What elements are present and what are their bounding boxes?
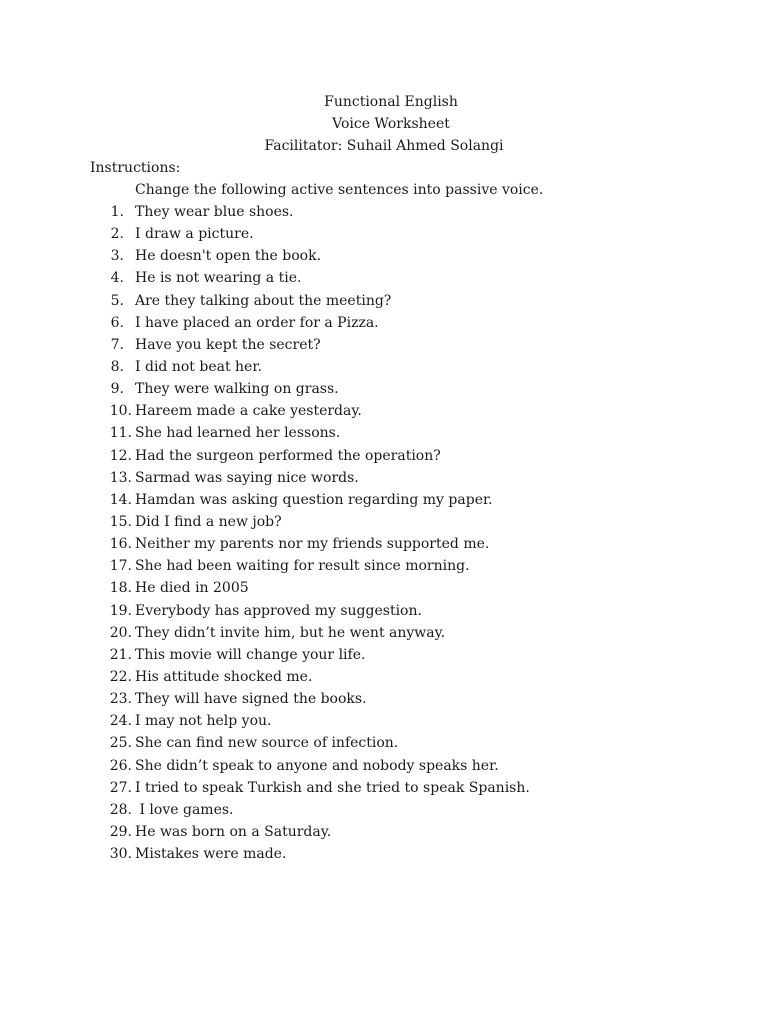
question-number: 30. bbox=[109, 846, 132, 863]
question-item bbox=[0, 336, 768, 358]
question-text: They will have signed the books. bbox=[135, 691, 367, 708]
question-number: 7. bbox=[110, 336, 124, 353]
question-text: I tried to speak Turkish and she tried to speak Spanish. bbox=[135, 779, 530, 796]
question-text: Had the surgeon performed the operation? bbox=[135, 447, 441, 464]
question-item bbox=[0, 734, 768, 756]
question-text: Have you kept the secret? bbox=[135, 336, 321, 353]
question-number: 22. bbox=[109, 668, 132, 685]
question-text: He doesn't open the book. bbox=[135, 248, 322, 265]
question-number: 15. bbox=[109, 513, 132, 530]
question-item bbox=[0, 491, 768, 513]
question-number: 17. bbox=[109, 558, 132, 575]
question-text: She had learned her lessons. bbox=[135, 425, 341, 442]
question-item bbox=[0, 690, 768, 712]
question-item bbox=[0, 557, 768, 579]
question-text: Everybody has approved my suggestion. bbox=[135, 602, 422, 619]
question-text: This movie will change your life. bbox=[135, 646, 366, 663]
question-item bbox=[0, 225, 768, 247]
question-number: 12. bbox=[109, 447, 132, 464]
question-text: They were walking on grass. bbox=[135, 381, 339, 398]
question-number: 28. bbox=[109, 801, 132, 818]
question-item bbox=[0, 712, 768, 734]
question-number: 1. bbox=[110, 204, 124, 220]
question-item bbox=[0, 402, 768, 424]
question-text: She didn’t speak to anyone and nobody speaks her. bbox=[135, 757, 499, 774]
question-number: 29. bbox=[109, 823, 132, 840]
question-text: Sarmad was saying nice words. bbox=[135, 469, 359, 486]
question-number: 2. bbox=[110, 226, 124, 243]
question-text: I did not beat her. bbox=[135, 358, 262, 375]
question-text: Mistakes were made. bbox=[135, 846, 287, 863]
question-text: She can find new source of infection. bbox=[135, 735, 399, 752]
question-text: She had been waiting for result since morning. bbox=[135, 558, 470, 575]
question-text: Neither my parents nor my friends supported me. bbox=[135, 536, 490, 553]
question-item bbox=[0, 203, 768, 225]
question-item bbox=[0, 624, 768, 646]
question-item bbox=[0, 358, 768, 380]
question-number: 3. bbox=[110, 248, 124, 265]
question-text: Are they talking about the meeting? bbox=[135, 292, 392, 309]
question-text: Hamdan was asking question regarding my paper. bbox=[135, 491, 493, 508]
question-text: He died in 2005 bbox=[135, 580, 249, 597]
question-number: 5. bbox=[110, 292, 124, 309]
question-number: 6. bbox=[110, 314, 124, 331]
question-number: 19. bbox=[109, 602, 132, 619]
question-list bbox=[0, 203, 768, 867]
instructions-label: Instructions: bbox=[90, 160, 181, 176]
question-number: 27. bbox=[109, 779, 132, 796]
question-item bbox=[0, 513, 768, 535]
question-text: They didn’t invite him, but he went anyway. bbox=[135, 624, 446, 641]
question-item bbox=[0, 269, 768, 291]
question-item bbox=[0, 602, 768, 624]
question-item bbox=[0, 668, 768, 690]
question-item bbox=[0, 535, 768, 557]
question-number: 23. bbox=[109, 691, 132, 708]
facilitator-line: Facilitator: Suhail Ahmed Solangi bbox=[264, 138, 504, 154]
question-text: I draw a picture. bbox=[135, 226, 254, 243]
question-item bbox=[0, 845, 768, 867]
question-text: His attitude shocked me. bbox=[135, 668, 313, 685]
question-number: 20. bbox=[109, 624, 132, 641]
question-text: I love games. bbox=[135, 801, 234, 818]
question-item bbox=[0, 314, 768, 336]
question-number: 26. bbox=[109, 757, 132, 774]
document-subtitle: Voice Worksheet bbox=[332, 116, 450, 132]
question-item bbox=[0, 646, 768, 668]
question-number: 8. bbox=[110, 358, 124, 375]
question-number: 9. bbox=[110, 381, 124, 398]
question-text: They wear blue shoes. bbox=[135, 204, 294, 220]
question-text: Hareem made a cake yesterday. bbox=[135, 403, 362, 420]
question-text: I have placed an order for a Pizza. bbox=[135, 314, 379, 331]
question-number: 16. bbox=[109, 536, 132, 553]
question-item bbox=[0, 247, 768, 269]
question-item bbox=[0, 757, 768, 779]
question-number: 21. bbox=[109, 646, 132, 663]
question-number: 10. bbox=[109, 403, 132, 420]
question-number: 18. bbox=[109, 580, 132, 597]
question-text: Did I find a new job? bbox=[135, 513, 282, 530]
question-item bbox=[0, 447, 768, 469]
question-text: He was born on a Saturday. bbox=[135, 823, 332, 840]
question-number: 25. bbox=[109, 735, 132, 752]
question-number: 11. bbox=[109, 425, 132, 442]
question-number: 24. bbox=[109, 713, 132, 730]
question-item bbox=[0, 424, 768, 446]
question-number: 4. bbox=[110, 270, 124, 287]
question-item bbox=[0, 469, 768, 491]
question-text: I may not help you. bbox=[135, 713, 272, 730]
question-item bbox=[0, 823, 768, 845]
question-item bbox=[0, 292, 768, 314]
document-title: Functional English bbox=[324, 94, 458, 110]
question-item bbox=[0, 779, 768, 801]
question-number: 13. bbox=[109, 469, 132, 486]
question-text: He is not wearing a tie. bbox=[135, 270, 302, 287]
instructions-text: Change the following active sentences into passive voice. bbox=[135, 182, 544, 198]
question-number: 14. bbox=[109, 491, 132, 508]
question-item bbox=[0, 380, 768, 402]
question-item bbox=[0, 801, 768, 823]
question-item bbox=[0, 579, 768, 601]
